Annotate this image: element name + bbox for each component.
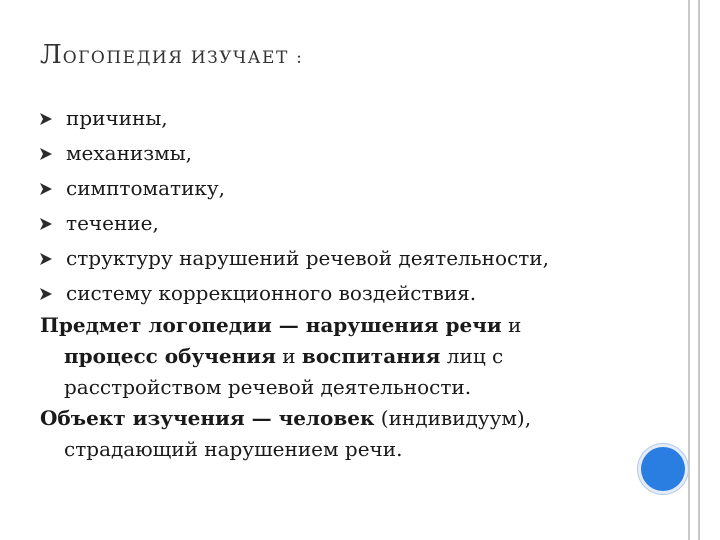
subject-bold-3: воспитания [301, 344, 441, 368]
slide-title [40, 40, 303, 70]
arrowhead-bullet-icon [40, 183, 52, 195]
bullet-text: систему коррекционного воздействия. [66, 281, 477, 305]
title-colon: : [296, 48, 304, 68]
arrowhead-bullet-icon [40, 113, 52, 125]
title-first-letter: Л [40, 40, 63, 70]
arrowhead-bullet-icon [40, 218, 52, 230]
list-item [40, 102, 549, 137]
object-plain-1: (индивидуум), [374, 406, 532, 430]
list-item [40, 277, 549, 312]
subject-plain-2: и [275, 344, 302, 368]
bullet-text: структуру нарушений речевой деятельности, [66, 246, 549, 270]
decorative-side-line [698, 0, 700, 540]
subject-line-3: расстройством речевой деятельности. [64, 375, 472, 399]
bullet-text: механизмы, [66, 141, 192, 165]
subject-plain-3: лиц с [440, 344, 504, 368]
bullet-list [40, 102, 549, 312]
title-word2: ИЗУЧАЕТ [190, 48, 289, 68]
list-item [40, 172, 549, 207]
bullet-text: симптоматику, [66, 176, 226, 200]
arrowhead-bullet-icon [40, 253, 52, 265]
subject-paragraph [40, 310, 640, 403]
object-line-1 [40, 403, 640, 434]
subject-bold-2: процесс обучения [64, 344, 276, 368]
arrowhead-bullet-icon [40, 288, 52, 300]
object-bold-1: Объект изучения — человек [40, 406, 375, 430]
list-item [40, 137, 549, 172]
object-line-2: страдающий нарушением речи. [64, 437, 403, 461]
object-paragraph [40, 403, 640, 465]
decorative-blue-circle [641, 447, 685, 491]
list-item [40, 207, 549, 242]
bullet-text: течение, [66, 211, 159, 235]
subject-bold-1: Предмет логопедии — нарушения речи [40, 313, 502, 337]
decorative-side-line [688, 0, 690, 540]
subject-line-1 [40, 310, 640, 341]
subject-plain-1: и [501, 313, 522, 337]
bullet-text: причины, [66, 106, 168, 130]
title-word1: ОГОПЕДИЯ [62, 48, 184, 68]
list-item [40, 242, 549, 277]
subject-line-2 [40, 341, 640, 372]
arrowhead-bullet-icon [40, 148, 52, 160]
